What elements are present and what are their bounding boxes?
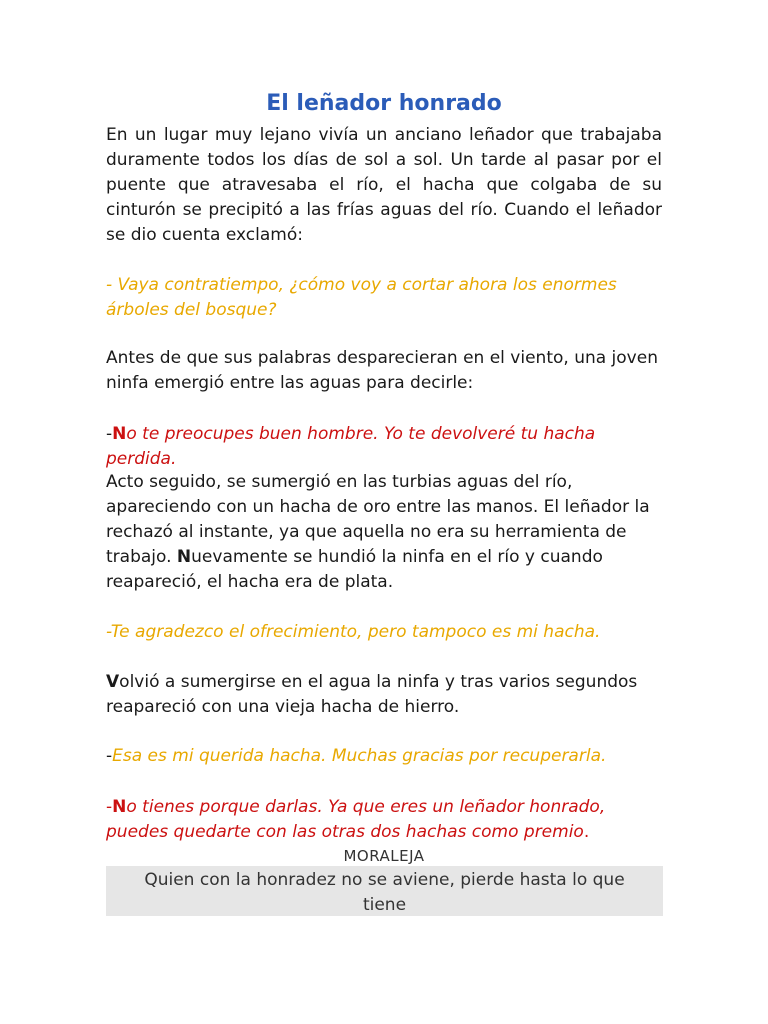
paragraph-hacha-oro-plata (106, 470, 662, 595)
quote-te-agradezco: -Te agradezco el ofrecimiento, pero tampoco es mi hacha. (106, 622, 601, 642)
story-title: El leñador honrado (266, 91, 502, 116)
quote-initial: N (112, 424, 127, 444)
moral-text: Quien con la honradez no se aviene, pierde hasta lo que tiene (144, 870, 625, 915)
quote-no-tienes-porque (106, 795, 662, 845)
paragraph-initial: V (106, 672, 120, 692)
paragraph-text-end: uevamente se hundió la ninfa en el río y cuando reapareció, el hacha era de plata. (106, 547, 603, 592)
quote-dash: - (106, 797, 113, 817)
quote-dash: - (106, 424, 113, 444)
quote-esa-es-mi-hacha (106, 744, 662, 769)
quote-text: o te preocupes buen hombre. Yo te devolveré tu hacha perdida. (106, 424, 596, 469)
moral-label: MORALEJA (343, 847, 425, 865)
moral-box (106, 866, 663, 916)
paragraph-text: olvió a sumergirse en el agua la ninfa y tras varios segundos reapareció con una vieja hacha de hierro. (106, 672, 638, 717)
quote-contratiempo: - Vaya contratiempo, ¿cómo voy a cortar ahora los enormes árboles del bosque? (106, 275, 617, 320)
paragraph-ninfa-emerge: Antes de que sus palabras desparecieran en el viento, una joven ninfa emergió entre las aguas para decirle: (106, 348, 658, 393)
quote-text: Esa es mi querida hacha. Muchas gracias por recuperarla. (112, 746, 607, 766)
quote-no-te-preocupes (106, 422, 662, 472)
intro-paragraph: En un lugar muy lejano vivía un anciano leñador que trabajaba duramente todos los días de sol a sol. Un tarde al pasar por el puente que atravesaba el río, el hacha que colgaba de su cinturón se precipitó a las frías aguas del río. Cuando el leñador se dio cuenta exclamó: (106, 125, 662, 245)
quote-period: . (583, 822, 590, 842)
paragraph-text-start: Acto seguido, se sumergió en las turbias aguas del río, apareciendo con un hacha de oro entre las manos. El leñador la rechazó al instante, ya que aquella no era su herramienta de trabajo. (106, 472, 650, 567)
paragraph-hacha-hierro (106, 670, 662, 720)
quote-text: o tienes porque darlas. Ya que eres un leñador honrado, puedes quedarte con las otras dos hachas como premio (106, 797, 606, 842)
paragraph-initial: N (176, 547, 192, 567)
quote-initial: N (112, 797, 127, 817)
quote-dash: - (106, 746, 113, 766)
